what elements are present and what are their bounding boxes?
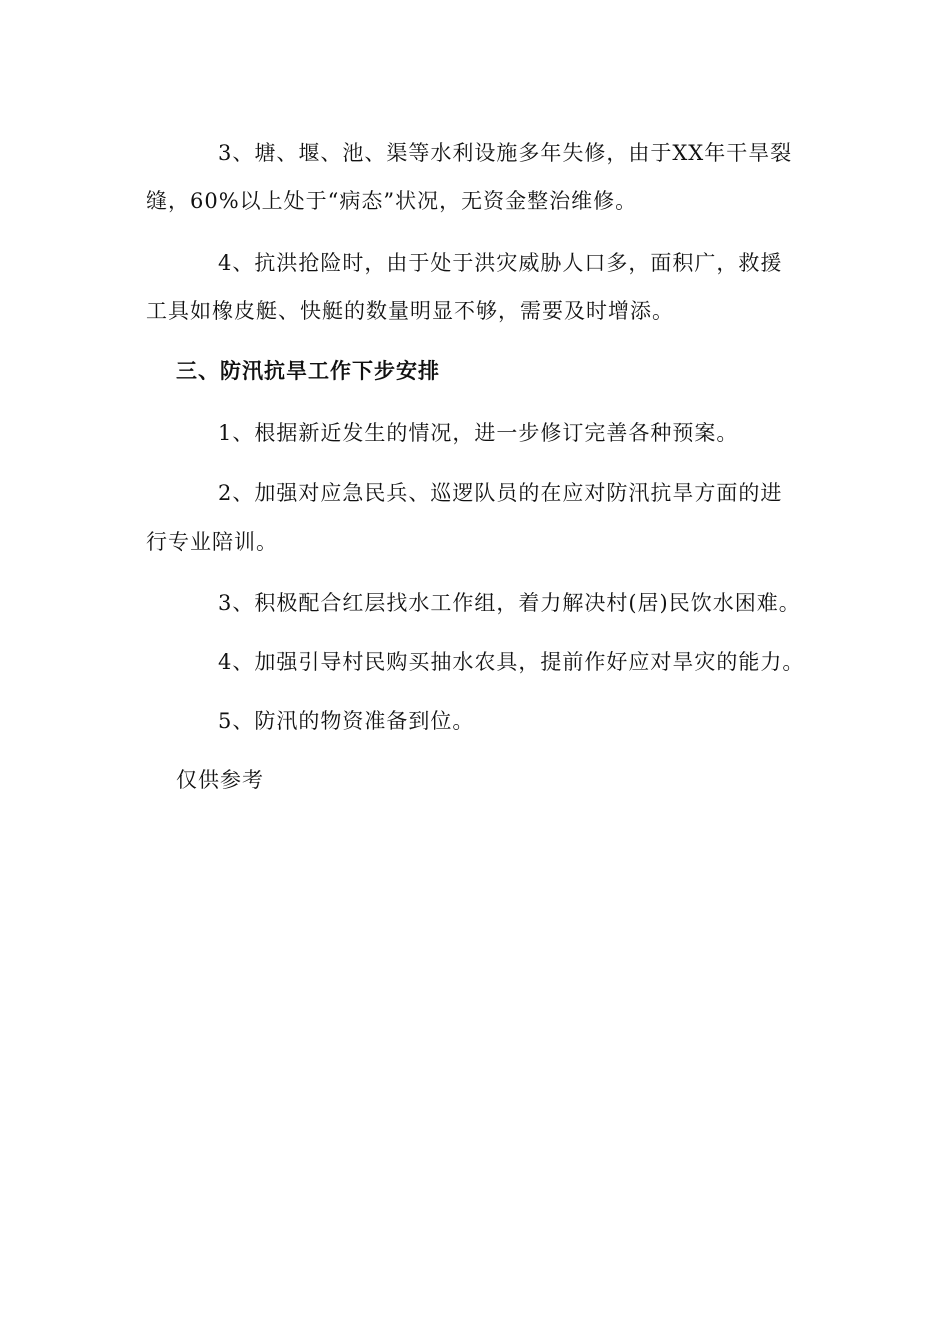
section-heading: 三、防汛抗旱工作下步安排: [176, 358, 440, 383]
paragraph-4-line-2: 工具如橡皮艇、快艇的数量明显不够，需要及时增添。: [146, 299, 674, 323]
list-item-2-line-2: 行专业陪训。: [146, 530, 278, 554]
footer-note: 仅供参考: [176, 768, 264, 792]
paragraph-3-line-2: 缝，60%以上处于“病态”状况，无资金整治维修。: [146, 189, 638, 213]
list-item-4: 4、加强引导村民购买抽水农具，提前作好应对旱灾的能力。: [218, 650, 805, 674]
paragraph-4-line-1: 4、抗洪抢险时，由于处于洪灾威胁人口多，面积广，救援: [218, 251, 783, 275]
list-item-1: 1、根据新近发生的情况，进一步修订完善各种预案。: [218, 421, 739, 445]
list-item-2-line-1: 2、加强对应急民兵、巡逻队员的在应对防汛抗旱方面的进: [218, 481, 783, 505]
paragraph-3-line-1: 3、塘、堰、池、渠等水利设施多年失修，由于XX年干旱裂: [218, 141, 793, 165]
list-item-5: 5、防汛的物资准备到位。: [218, 709, 475, 733]
list-item-3: 3、积极配合红层找水工作组，着力解决村(居)民饮水困难。: [218, 591, 801, 615]
